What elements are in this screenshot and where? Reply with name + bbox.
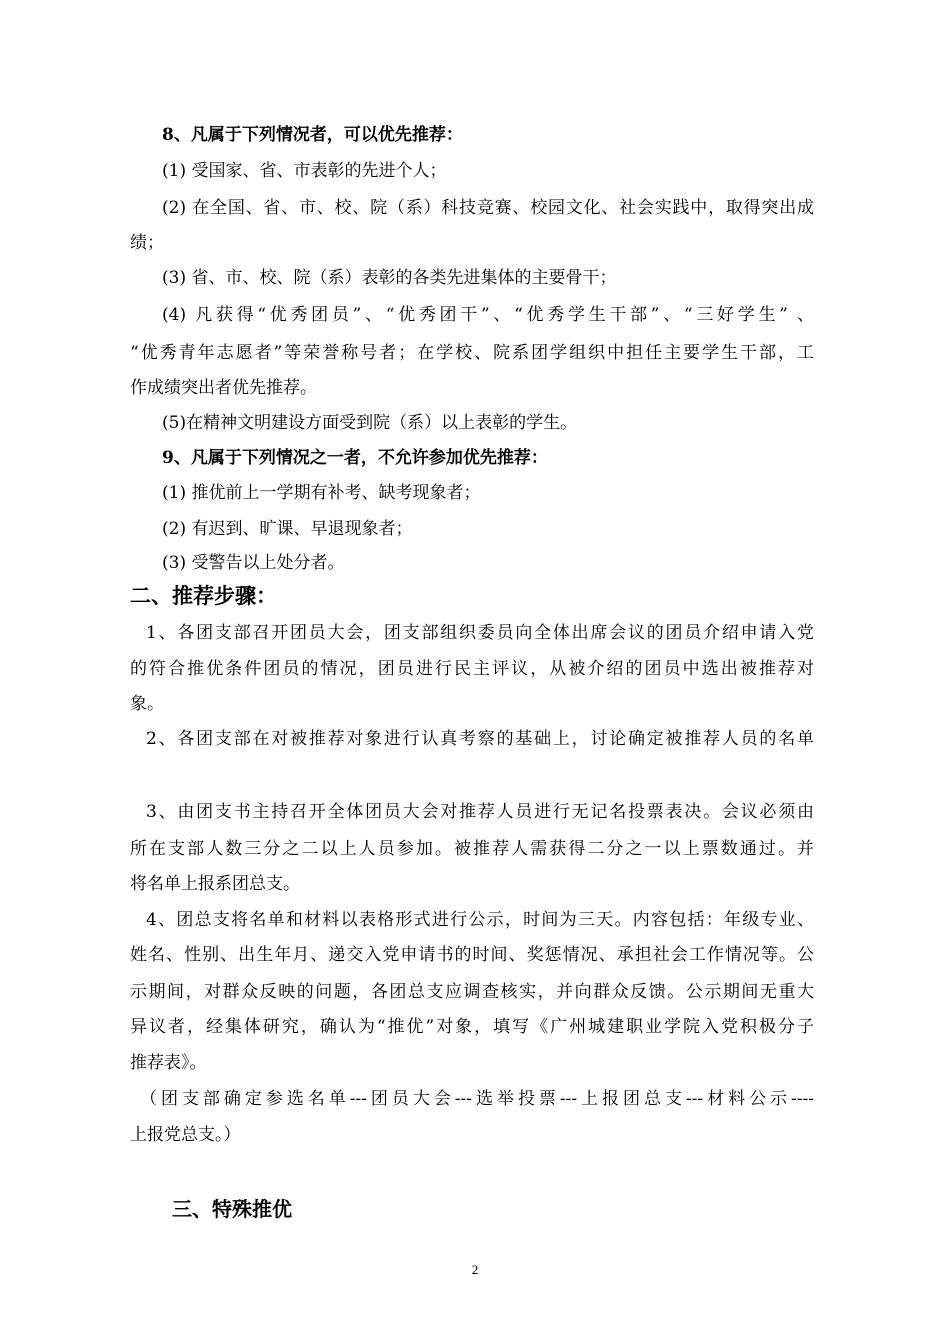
section-8-item-2-line-2: 绩； (130, 233, 164, 253)
step-4-line-1: 4、团总支将名单和材料以表格形式进行公示，时间为三天。内容包括：年级专业、 (146, 910, 814, 930)
step-3-line-2: 所在支部人数三分之二以上人员参加。被推荐人需获得二分之一以上票数通过。并 (130, 839, 814, 859)
section-8-item-4-line-2: “优秀青年志愿者”等荣誉称号者；在学校、院系团学组织中担任主要学生干部，工 (130, 343, 814, 363)
section-8-item-5: (5)在精神文明建设方面受到院（系）以上表彰的学生。 (162, 413, 578, 433)
steps-heading: 二、推荐步骤： (130, 583, 277, 608)
section-8-item-1: (1) 受国家、省、市表彰的先进个人； (162, 161, 447, 181)
step-1-line-3: 象。 (130, 694, 164, 714)
step-2-line-1: 2、各团支部在对被推荐对象进行认真考察的基础上，讨论确定被推荐人员的名单 (146, 729, 814, 749)
process-flow-line-2: 上报党总支。） (130, 1125, 241, 1145)
step-1-line-2: 的符合推优条件团员的情况，团员进行民主评议，从被介绍的团员中选出被推荐对 (130, 659, 814, 679)
section-9-heading: 9、凡属于下列情况之一者，不允许参加优先推荐： (162, 448, 548, 468)
special-heading: 三、特殊推优 (172, 1197, 292, 1221)
step-3-line-3: 将名单上报系团总支。 (130, 874, 300, 894)
section-9-item-1: (1) 推优前上一学期有补考、缺考现象者； (162, 483, 481, 503)
section-8-heading: 8、凡属于下列情况者，可以优先推荐： (162, 125, 463, 145)
step-4-line-2: 姓名、性别、出生年月、递交入党申请书的时间、奖惩情况、承担社会工作情况等。公 (130, 945, 814, 965)
step-4-line-4: 异议者，经集体研究，确认为“推优”对象，填写《广州城建职业学院入党积极分子 (130, 1017, 814, 1037)
step-4-line-3: 示期间，对群众反映的问题，各团总支应调查核实，并向群众反馈。公示期间无重大 (130, 982, 814, 1002)
section-8-item-2-line-1: (2) 在全国、省、市、校、院（系）科技竞赛、校园文化、社会实践中，取得突出成 (162, 198, 814, 218)
section-9-item-3: (3) 受警告以上处分者。 (162, 553, 345, 573)
process-flow-line-1: （团支部确定参选名单---团员大会---选举投票---上报团总支---材料公示---- (140, 1089, 814, 1109)
section-8-item-4-line-1: (4) 凡获得“优秀团员”、“优秀团干”、“优秀学生干部”、“三好学生” 、 (162, 305, 814, 325)
page-number: 2 (471, 1262, 479, 1277)
step-1-line-1: 1、各团支部召开团员大会，团支部组织委员向全体出席会议的团员介绍申请入党 (146, 623, 814, 643)
section-9-item-2: (2) 有迟到、旷课、早退现象者； (162, 519, 413, 539)
step-3-line-1: 3、由团支书主持召开全体团员大会对推荐人员进行无记名投票表决。会议必须由 (146, 802, 814, 822)
step-4-line-5: 推荐表》。 (130, 1053, 207, 1073)
section-8-item-4-line-3: 作成绩突出者优先推荐。 (130, 378, 317, 398)
section-8-item-3: (3) 省、市、校、院（系）表彰的各类先进集体的主要骨干； (162, 268, 617, 288)
